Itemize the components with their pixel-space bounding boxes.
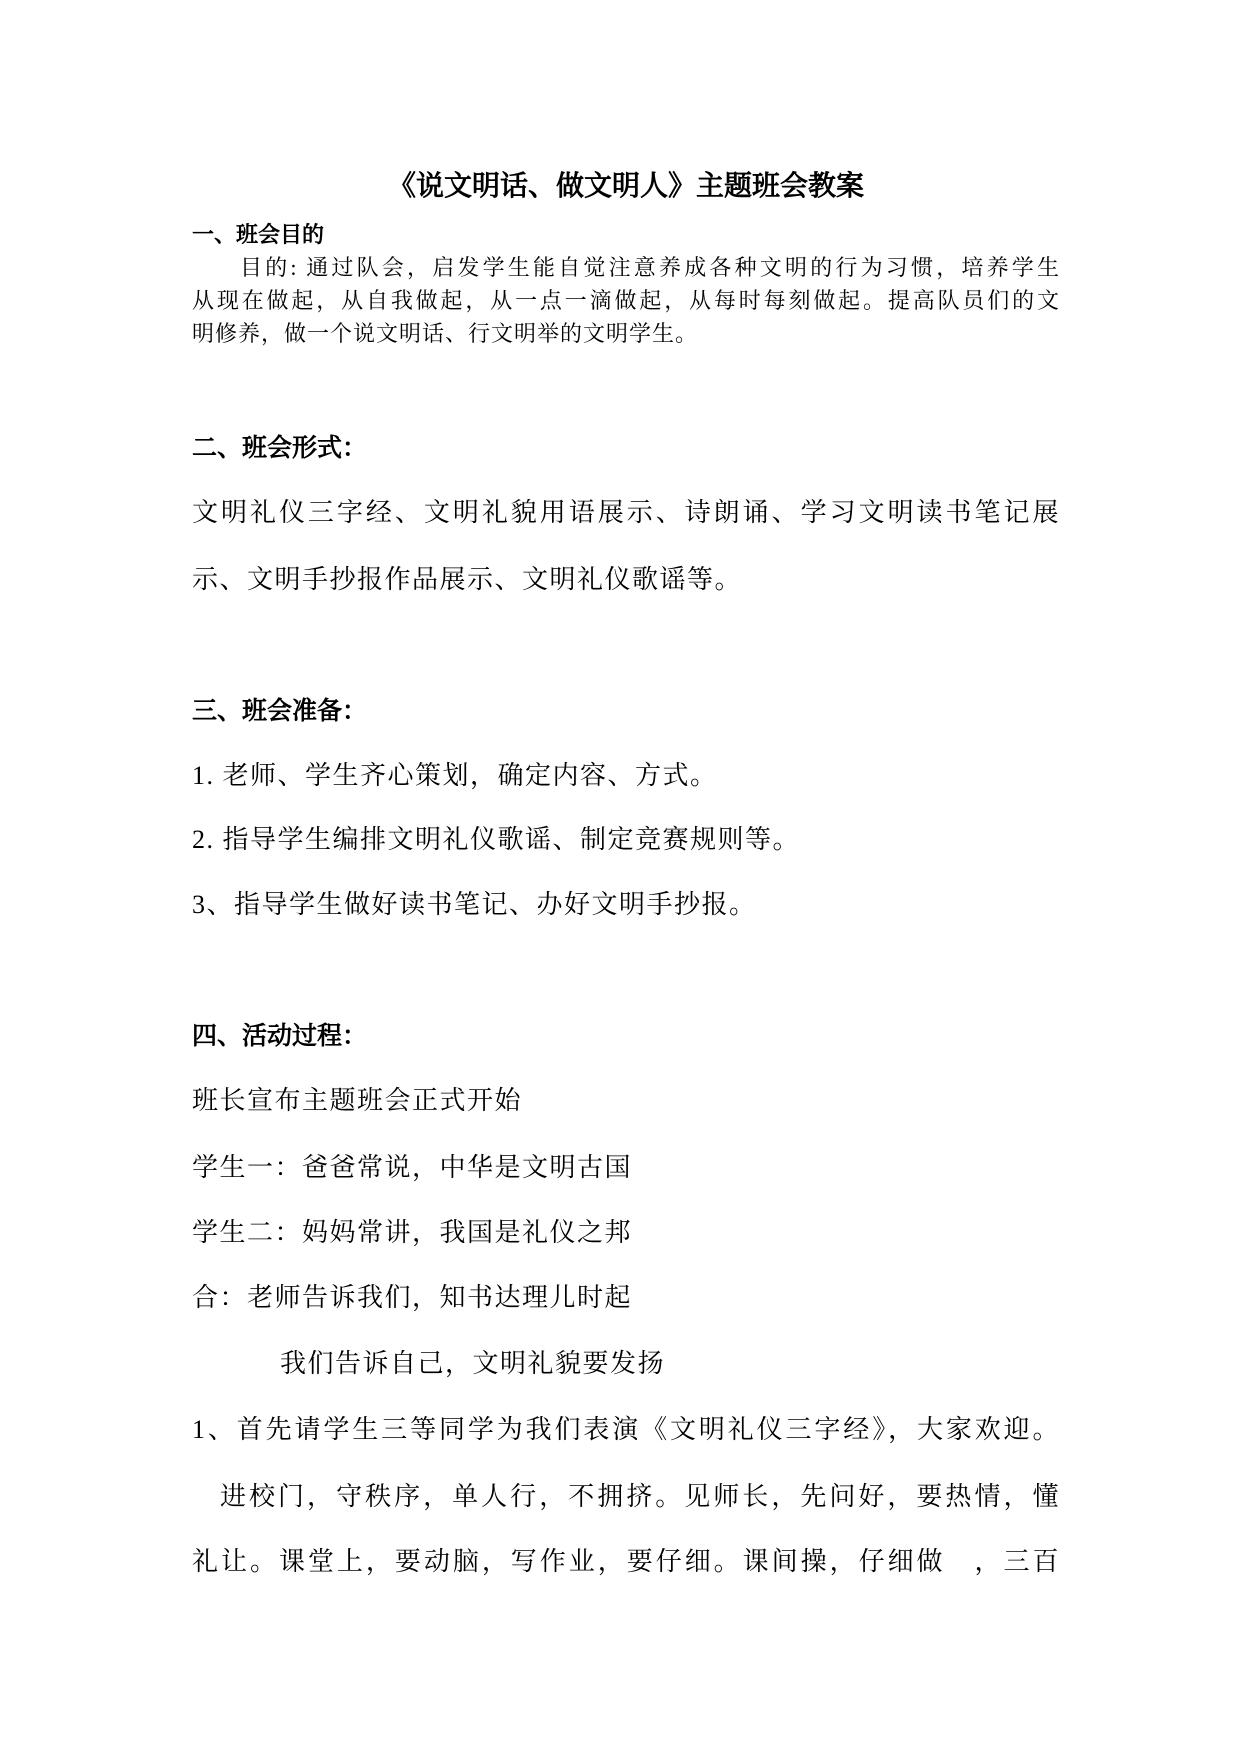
section-heading-purpose: 一、班会目的 [192,222,325,247]
process-line: 我们告诉自己，文明礼貌要发扬 [280,1349,666,1378]
purpose-paragraph-line: 明修养，做一个说文明话、行文明举的文明学生。 [192,321,699,346]
format-paragraph-line: 文明礼仪三字经、文明礼貌用语展示、诗朗诵、学习文明读书笔记展 [192,498,1060,527]
process-line: 1、首先请学生三等同学为我们表演《文明礼仪三字经》，大家欢迎。 [192,1415,1060,1444]
section-heading-preparation: 三、班会准备： [192,697,368,725]
process-line: 进校门，守秩序，单人行，不拥挤。见师长，先问好，要热情，懂 [220,1482,1060,1511]
section-heading-process: 四、活动过程： [192,1022,368,1050]
process-line: 学生二：妈妈常讲，我国是礼仪之邦 [192,1218,633,1247]
purpose-paragraph-line: 目的: 通过队会，启发学生能自觉注意养成各种文明的行为习惯，培养学生 [240,255,1060,280]
document-title: 《说文明话、做文明人》主题班会教案 [387,170,864,201]
process-line: 学生一：爸爸常说，中华是文明古国 [192,1153,633,1182]
preparation-item: 1. 老师、学生齐心策划，确定内容、方式。 [192,761,718,790]
process-line: 礼让。课堂上，要动脑，写作业，要仔细。课间操，仔细做 ，三百 [192,1547,1060,1576]
section-heading-format: 二、班会形式： [192,434,368,462]
process-line: 合：老师告诉我们，知书达理儿时起 [192,1283,633,1312]
process-line: 班长宣布主题班会正式开始 [192,1086,523,1115]
preparation-item: 2. 指导学生编排文明礼仪歌谣、制定竞赛规则等。 [192,825,801,854]
format-paragraph-line: 示、文明手抄报作品展示、文明礼仪歌谣等。 [192,565,743,594]
preparation-item: 3、指导学生做好读书笔记、办好文明手抄报。 [192,890,757,919]
purpose-paragraph-line: 从现在做起，从自我做起，从一点一滴做起，从每时每刻做起。提高队员们的文 [192,288,1060,313]
